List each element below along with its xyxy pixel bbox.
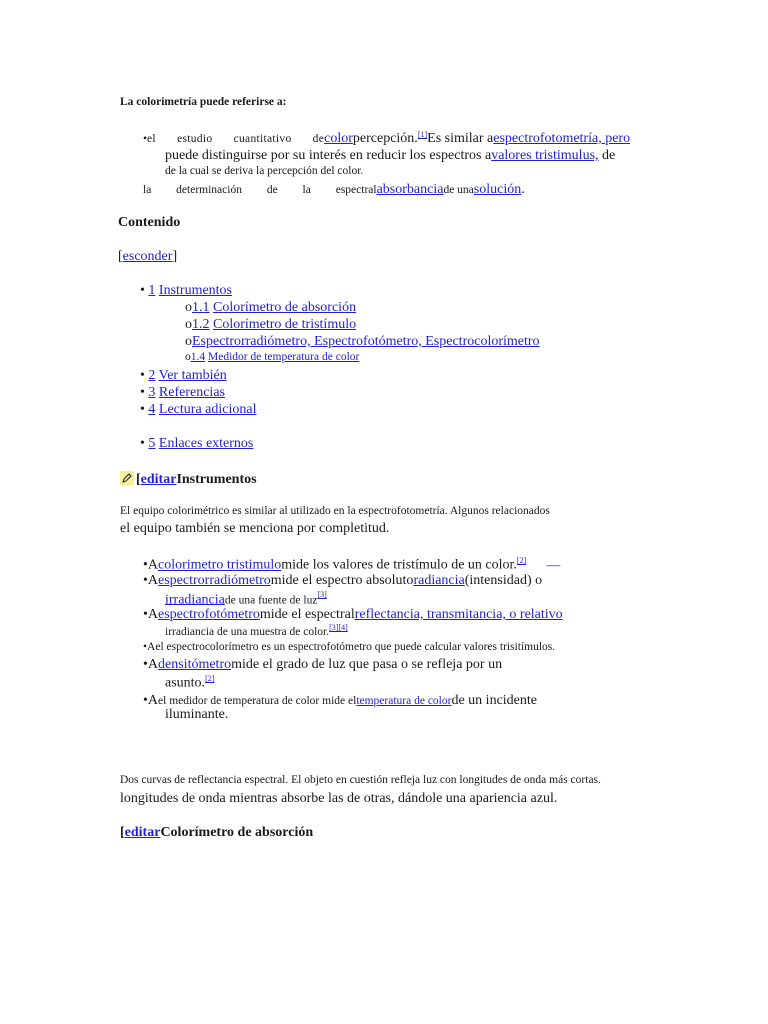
list-item-line: irradiancia de una muestra de color.[3][4] <box>165 623 348 638</box>
list-item-line: irradianciade una fuente de luz[3] <box>165 590 327 608</box>
hide-toc-link[interactable]: esconder <box>122 249 173 264</box>
toc-item-temperatura-color[interactable]: o1.4 Medidor de temperatura de color <box>185 351 360 363</box>
toc-item-instrumentos[interactable]: • 1 Instrumentos <box>140 283 233 298</box>
list-item: •Acolorimetro tristimulomide los valores de tristímulo de un color.[2] — <box>143 556 561 573</box>
list-item-line: asunto.[2] <box>165 674 215 691</box>
link-densitometro[interactable]: densitómetro <box>158 657 232 672</box>
edit-link[interactable]: editar <box>124 825 161 840</box>
link-color[interactable]: color <box>324 130 353 146</box>
paragraph: el equipo también se menciona por completitud. <box>120 521 390 536</box>
link-espectrofotometro[interactable]: espectrofotómetro <box>158 607 260 622</box>
section-heading-colorimetro-absorcion: [editarColorímetro de absorción <box>120 825 314 840</box>
ref-link[interactable]: [3] <box>317 590 327 599</box>
list-item: •Ael medidor de temperatura de color mide eltemperatura de colorde un incidente <box>143 693 537 708</box>
edit-link[interactable]: editar <box>140 472 177 487</box>
toc-item-referencias[interactable]: • 3 Referencias <box>140 385 225 400</box>
link-colorimetro-tristimulo[interactable]: colorimetro tristimulo <box>158 557 282 573</box>
link-temperatura-color[interactable]: temperatura de color <box>356 695 452 707</box>
link-espectrofotometria[interactable]: espectrofotometría, pero <box>493 130 631 146</box>
ref-link[interactable]: [2] <box>516 556 527 565</box>
paragraph: El equipo colorimétrico es similar al utilizado en la espectrofotometría. Algunos relacionados <box>120 505 550 517</box>
ref-link[interactable]: [1] <box>417 130 428 139</box>
link-radiancia[interactable]: radiancia <box>413 573 465 588</box>
toc-item-colorimetro-absorcion[interactable]: o1.1 Colorímetro de absorción <box>185 300 357 315</box>
list-item: •Aespectrofotómetromide el espectralreflectancia, transmitancia, o relativo <box>143 607 563 622</box>
list-item-line: iluminante. <box>165 707 229 722</box>
intro-text: La colorimetría puede referirse a: <box>120 96 287 108</box>
figure-caption: Dos curvas de reflectancia espectral. El objeto en cuestión refleja luz con longitudes de onda más cortas. <box>120 774 601 786</box>
toc-item-enlaces-externos[interactable]: • 5 Enlaces externos <box>140 436 254 451</box>
edit-pencil-icon <box>120 471 134 485</box>
link-absorbancia[interactable]: absorbancia <box>376 182 444 197</box>
link-irradiancia[interactable]: irradiancia <box>165 592 225 608</box>
link-valores-tristimulus[interactable]: valores tristimulus, <box>491 148 599 163</box>
figure-caption: longitudes de onda mientras absorbe las de otras, dándole una apariencia azul. <box>120 791 558 806</box>
toc-toggle: [esconder] <box>118 249 178 264</box>
toc-item-ver-tambien[interactable]: • 2 Ver también <box>140 368 227 383</box>
list-item-line: de la cual se deriva la percepción del color. <box>165 165 364 177</box>
list-item: •Adensitómetromide el grado de luz que pasa o se refleja por un <box>143 657 503 672</box>
toc-title: Contenido <box>118 215 181 230</box>
link-solucion[interactable]: solución <box>473 182 522 197</box>
ref-link[interactable]: [3][4] <box>329 623 348 632</box>
ref-link[interactable]: [2] <box>205 674 215 683</box>
link-espectrorradiometro[interactable]: espectrorradiómetro <box>158 573 271 588</box>
toc-item-colorimetro-tristimulo[interactable]: o1.2 Colorímetro de tristímulo <box>185 317 357 332</box>
list-item: la determinación de la espectralabsorbanciade unasolución. <box>143 182 525 197</box>
toc-item-espectrorradiometro[interactable]: oEspectrorradiómetro, Espectrofotómetro, Espectrocolorímetro <box>185 334 540 349</box>
toc-item-lectura-adicional[interactable]: • 4 Lectura adicional <box>140 402 257 417</box>
list-item: •el estudio cuantitativo decolorpercepción.[1]Es similar aespectrofotometría, pero <box>143 130 631 146</box>
list-item: •Aespectrorradiómetromide el espectro absolutoradiancia(intensidad) o <box>143 573 543 588</box>
link-reflectancia[interactable]: reflectancia, transmitancia, o relativo <box>354 607 563 622</box>
section-heading-instrumentos: [editarInstrumentos <box>120 471 257 488</box>
list-item-line: puede distinguirse por su interés en reducir los espectros avalores tristimulus, de <box>165 148 616 163</box>
list-item: •Ael espectrocolorímetro es un espectrofotómetro que puede calcular valores trisitímulos. <box>143 641 556 653</box>
